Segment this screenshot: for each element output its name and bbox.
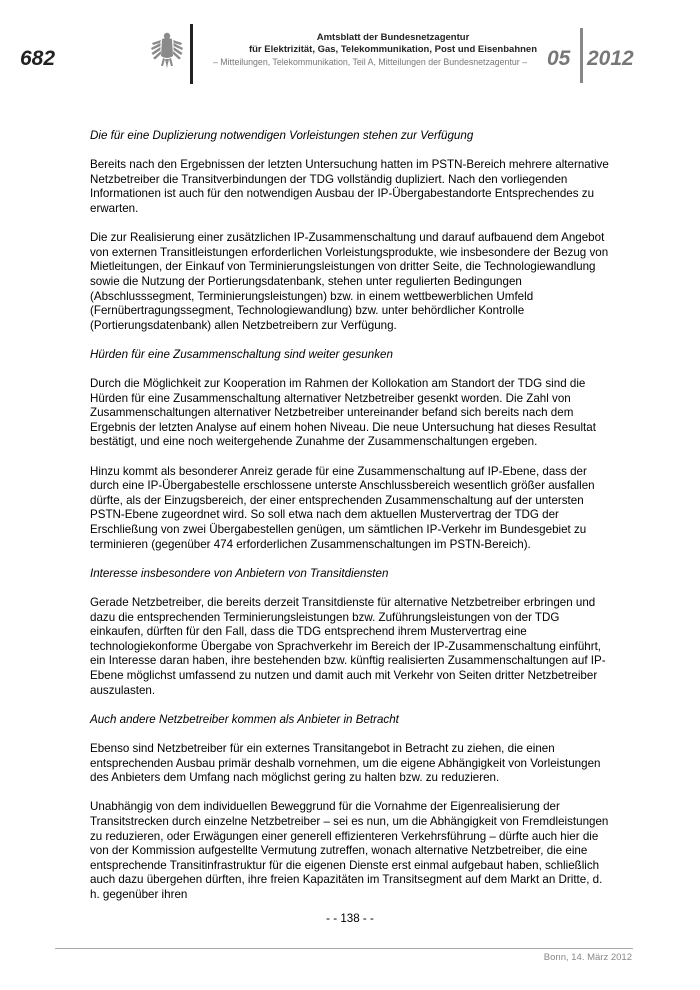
section-heading: Die für eine Duplizierung notwendigen Vorleistungen stehen zur Verfügung [90, 129, 474, 142]
footer-date: Bonn, 14. März 2012 [543, 952, 632, 963]
paragraph: Unabhängig von dem individuellen Beweggrund für die Vornahme der Eigenrealisierung der Transitstrecken durch einzelne Netzbetreiber – sei es nun, um die Abhängigkeit von Fremdleistungen zu reduzieren, oder Erwägungen einer generell effizienteren Verkehrsführung – dürfte auch hier die von der Kommission aufgestellte Vermutung zutreffen, wonach alternative Netzbetreiber, die eine entsprechende Transitinfrastruktur für die eigenen Dienste erst einmal aufgebaut haben, schließlich auch dazu übergehen dürften, ihre freien Kapazitäten im Transitsegment auf dem Markt an Dritte, d. h. gegenüber ihren [90, 800, 609, 901]
paragraph: Durch die Möglichkeit zur Kooperation im Rahmen der Kollokation am Standort der TDG sind die Hürden für eine Zusammenschaltung alternativer Netzbetreiber gesenkt worden. Die Zahl von Zusammenschaltungen alternativer Netzbetreiber untereinander befand sich bereits nach dem Ergebnis der letzten Analyse auf einem hohen Niveau. Die neue Untersuchung hat dieses Resultat bestätigt, und eine noch weitergehende Zunahme der Zusammenschaltungen ergeben. [90, 377, 596, 449]
section-heading: Interesse insbesondere von Anbietern von Transitdiensten [90, 566, 389, 580]
gazette-title: Amtsblatt der Bundesnetzagentur [316, 32, 470, 43]
issue-number: 05 [547, 47, 571, 70]
section-subtitle: – Mitteilungen, Telekommunikation, Teil A, Mitteilungen der Bundesnetzagentur – [212, 57, 528, 67]
page-number: 682 [20, 47, 56, 70]
paragraph: Hinzu kommt als besonderer Anreiz gerade für eine Zusammenschaltung auf IP-Ebene, dass der durch eine IP-Übergabestelle erschlossene unterste Anschlussbereich wesentlich größer ausfallen dürfte, als der Einzugsbereich, der einer entsprechenden Zusammenschaltung auf der untersten PSTN-Ebene zugeordnet wird. So soll etwa nach dem aktuellen Mustervertrag der TDG der Erschließung von zwei Übergabestellen genügen, um sämtlichen IP-Verkehr im Bundesgebiet zu terminieren (gegenüber 474 erforderlichen Zusammenschaltungen im PSTN-Bereich). [90, 464, 595, 551]
paragraph: Ebenso sind Netzbetreiber für ein externes Transitangebot in Betracht zu ziehen, die einen entsprechenden Ausbau primär deshalb vornehmen, um die eigene Abhängigkeit von Vorleistungen des Anbieters dem Umfang nach möglichst gering zu halten bzw. zu reduzieren. [90, 741, 601, 785]
paragraph: Die zur Realisierung einer zusätzlichen IP-Zusammenschaltung und darauf aufbauend dem Angebot von externen Transitleistungen erforderlichen Vorleistungsprodukte, wie insbesondere der Bezug von Mietleitungen, der Einkauf von Terminierungsleistungen von dritter Seite, die Technologiewandlung sowie die Nutzung der Portierungsdatenbank, stehen unter regulierten Bedingungen (Abschlusssegment, Terminierungsleistungen) bzw. in einem wettbewerblichen Umfeld (Fernübertragungssegment, Technologiewandlung) bzw. unter behördlicher Kontrolle (Portierungsdatenbank) allen Netzbetreibern zur Verfügung. [90, 231, 609, 332]
document-body [90, 129, 610, 917]
section-heading: Auch andere Netzbetreiber kommen als Anbieter in Betracht [90, 712, 399, 726]
footer-divider [55, 948, 633, 949]
paragraph: Gerade Netzbetreiber, die bereits derzeit Transitdienste für alternative Netzbetreiber erbringen und dazu die entsprechenden Terminierungsleistungen bzw. Zuführungsleistungen von der TDG einkaufen, dürften für den Fall, dass die TDG entsprechend ihrem Mustervertrag eine technologiekonforme Übergabe von Sprachverkehr im Bereich der IP-Zusammenschaltung einführt, ein Interesse daran haben, ihre bestehenden bzw. künftig realisierten Zusammenschaltungen auf IP-Ebene möglichst umfassend zu nutzen und damit auch mit Verkehr von Seiten dritter Netzbetreiber auszulasten. [90, 596, 606, 697]
header-divider-right [580, 28, 583, 83]
section-heading: Hürden für eine Zusammenschaltung sind weiter gesunken [90, 347, 393, 361]
federal-eagle-icon [150, 30, 184, 70]
page-folio: - - 138 - - [326, 912, 374, 925]
gazette-subtitle: für Elektrizität, Gas, Telekommunikation, Post und Eisenbahnen [248, 44, 538, 55]
issue-year: 2012 [587, 47, 634, 70]
paragraph: Bereits nach den Ergebnissen der letzten Untersuchung hatten im PSTN-Bereich mehrere alternative Netzbetreiber die Transitverbindungen der TDG vollständig dupliziert. Nach den vorliegenden Informationen ist auch für den notwendigen Ausbau der IP-Übergabestandorte Entsprechendes zu erwarten. [90, 158, 609, 215]
header-divider-left [190, 24, 193, 84]
